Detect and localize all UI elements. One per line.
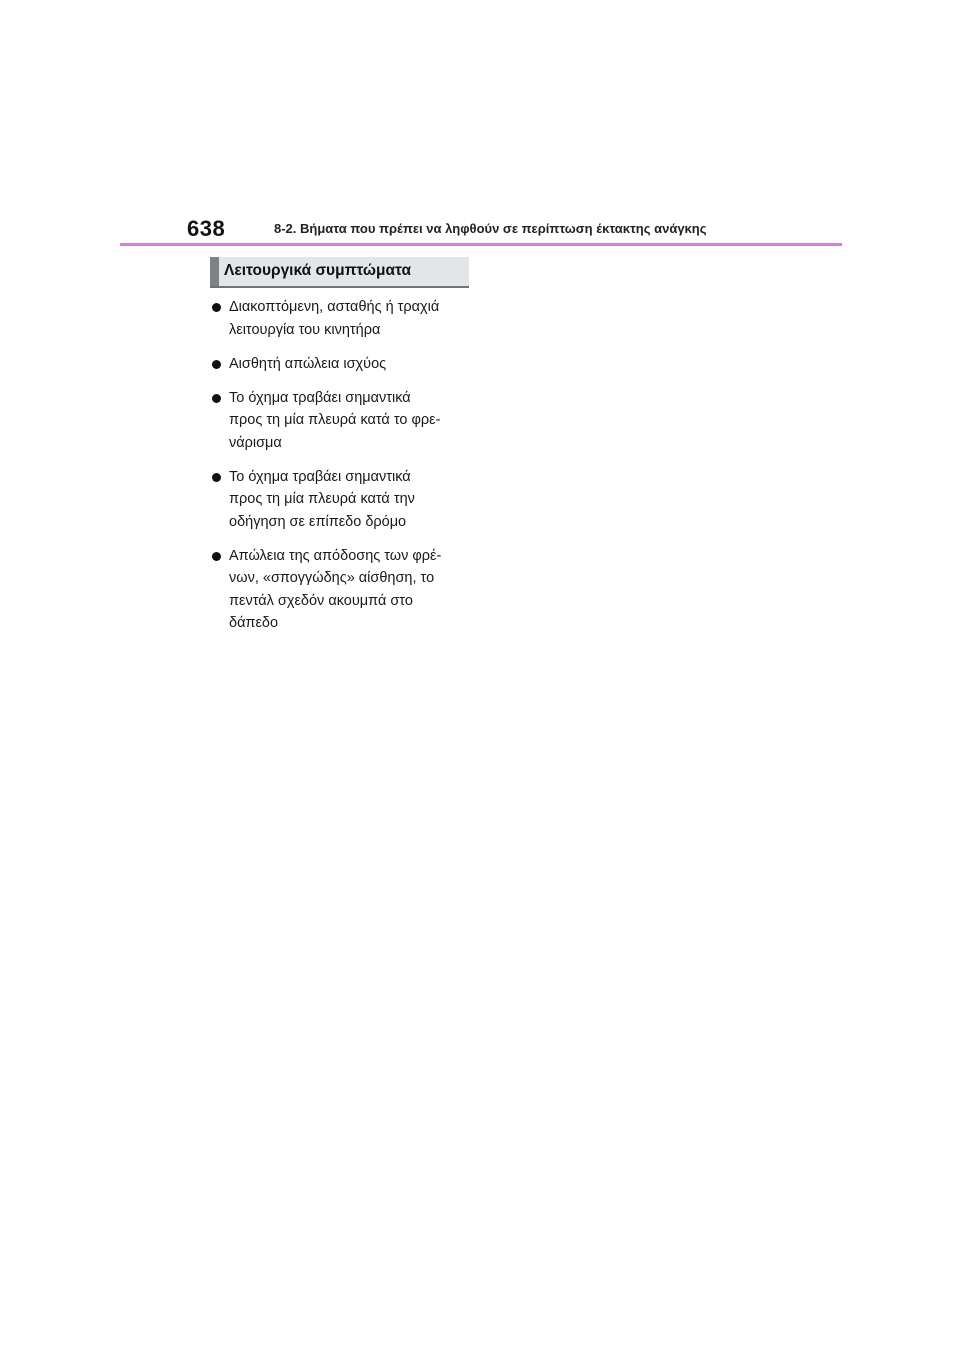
symptom-list — [212, 296, 474, 646]
section-heading-bar — [210, 257, 219, 286]
section-title: Λειτουργικά συμπτώματα — [224, 262, 412, 279]
list-item-text: πεντάλ σχεδόν ακουμπά στο — [229, 592, 413, 609]
list-item — [212, 296, 474, 341]
bullet-icon — [212, 303, 221, 312]
page-header — [120, 212, 842, 246]
page-number: 638 — [187, 216, 226, 241]
list-item — [212, 545, 474, 635]
list-item — [212, 353, 474, 376]
list-item-text: Αισθητή απώλεια ισχύος — [229, 355, 387, 372]
bullet-icon — [212, 473, 221, 482]
header-rule — [120, 243, 842, 246]
list-item — [212, 387, 474, 455]
list-item-text: προς τη μία πλευρά κατά την — [229, 491, 415, 507]
list-item-text: οδήγηση σε επίπεδο δρόμο — [229, 513, 407, 530]
bullet-icon — [212, 394, 221, 403]
list-item-text: νάρισμα — [229, 434, 282, 451]
bullet-icon — [212, 360, 221, 369]
list-item-text: Απώλεια της απόδοσης των φρέ- — [229, 547, 442, 564]
list-item-text: λειτουργία του κινητήρα — [229, 321, 381, 338]
list-item-text: δάπεδο — [229, 615, 279, 631]
section-heading-box — [210, 257, 469, 288]
bullet-icon — [212, 552, 221, 561]
list-item-text: Το όχημα τραβάει σημαντικά — [229, 389, 411, 406]
chapter-title: 8-2. Βήματα που πρέπει να ληφθούν σε περίπτωση έκτακτης ανάγκης — [274, 221, 707, 236]
list-item-text: Το όχημα τραβάει σημαντικά — [229, 468, 411, 485]
list-item — [212, 466, 474, 534]
list-item-text: Διακοπτόμενη, ασταθής ή τραχιά — [229, 299, 440, 315]
list-item-text: προς τη μία πλευρά κατά το φρε- — [229, 412, 441, 428]
list-item-text: νων, «σπογγώδης» αίσθηση, το — [229, 570, 435, 586]
